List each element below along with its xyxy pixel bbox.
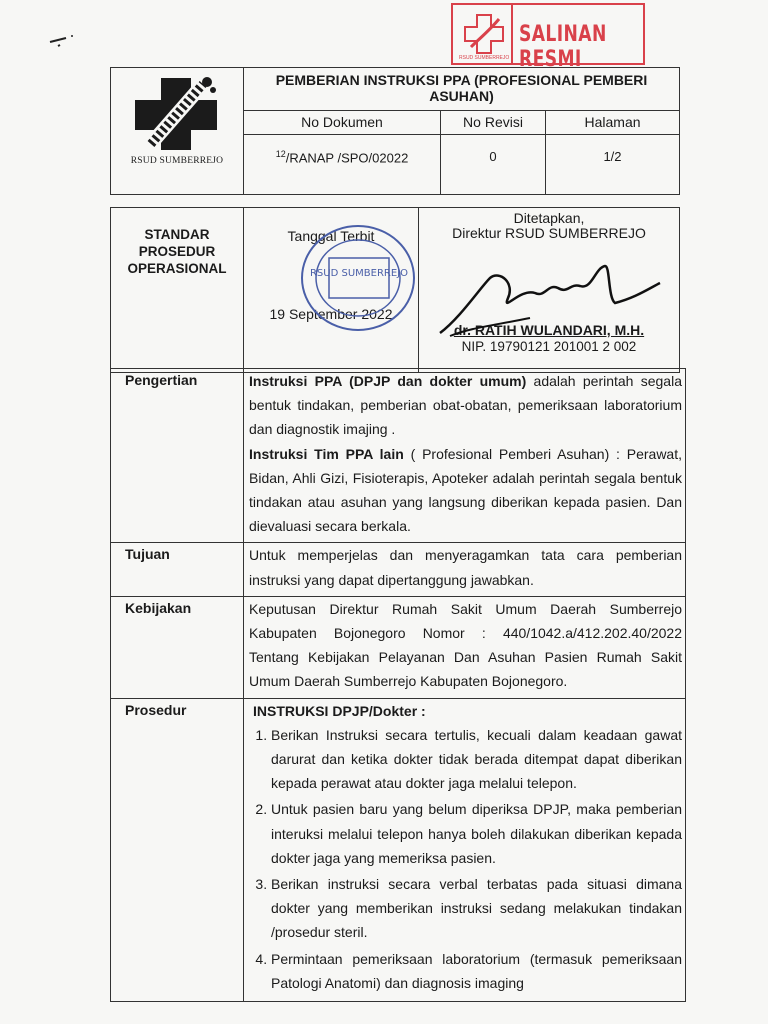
prosedur-item: 4. Permintaan pemeriksaan laboratorium (termasuk pemeriksaan Patologi Anatomi) dan diagnosis imaging <box>271 947 682 995</box>
section-prosedur <box>244 698 686 1001</box>
pen-mark-icon <box>48 30 78 50</box>
logo-cell <box>111 68 244 195</box>
revision-label: No Revisi <box>441 111 546 135</box>
doc-number-prefix: 12 <box>275 149 286 159</box>
stamp-seal-caption: RSUD SUMBERREJO <box>459 55 510 61</box>
official-copy-stamp <box>451 3 645 72</box>
prosedur-item: 3. Berikan instruksi secara verbal terbatas pada situasi dimana dokter yang memberikan instruksi sedang melakukan tindakan /prosedur steril. <box>271 872 682 945</box>
seal-inner-text: RSUD SUMBERREJO <box>309 268 409 279</box>
doc-number-label: No Dokumen <box>244 111 441 135</box>
government-seal-icon <box>293 218 423 338</box>
stamp-text: SALINAN RESMI <box>519 22 607 72</box>
revision-value: 0 <box>441 135 546 195</box>
sop-label-line1: STANDAR <box>144 227 210 242</box>
pengertian-p2-text: ( Profesional Pemberi Asuhan) : Perawat, Bidan, Ahli Gizi, Fisioterapis, Apoteker adalah perintah segala bentuk tindakan atau asuhan yang langsung diberikan kepada pasien. Dan dievaluasi secara berkala. <box>249 445 682 535</box>
set-by-label: Ditetapkan, <box>513 210 585 226</box>
section-label-tujuan: Tujuan <box>111 543 244 596</box>
section-kebijakan: Keputusan Direktur Rumah Sakit Umum Daerah Sumberrejo Kabupaten Bojonegoro Nomor : 440/1042.a/412.202.40/2022 Tentang Kebijakan Pelayanan Dan Asuhan Pasien Rumah Sakit Umum Daerah Sumberrejo Kabupaten Bojonegoro. <box>244 596 686 698</box>
hospital-seal-icon <box>459 11 509 57</box>
pengertian-p1-bold: Instruksi PPA (DPJP dan dokter umum) <box>249 373 527 389</box>
section-pengertian <box>244 369 686 543</box>
prosedur-item: 2. Untuk pasien baru yang belum diperiksa DPJP, maka pemberian interuksi melalui telepon hanya boleh dilakukan diberikan kepada dokter jaga yang memeriksa pasien. <box>271 797 682 870</box>
doc-number-text: /RANAP /SPO/02022 <box>285 150 409 166</box>
pengertian-p1-text: adalah perintah segala bentuk tindakan, pemberian obat-obatan, pemeriksaan laboratorium dan diagnostik imajing . <box>249 373 682 438</box>
page-value: 1/2 <box>546 135 680 195</box>
section-label-kebijakan: Kebijakan <box>111 596 244 698</box>
sop-label <box>111 208 244 373</box>
director-name: dr. RATIH WULANDARI, M.H. <box>453 322 645 338</box>
section-label-prosedur: Prosedur <box>111 698 244 1001</box>
section-label-pengertian: Pengertian <box>111 369 244 543</box>
prosedur-list <box>249 723 682 995</box>
prosedur-item: 1. Berikan Instruksi secara tertulis, kecuali dalam keadaan gawat darurat dan ketika dokter tidak berada ditempat dapat diberikan kepada perawat atau dokter jaga melalui telepon. <box>271 723 682 796</box>
prosedur-subtitle: INSTRUKSI DPJP/Dokter : <box>253 702 426 719</box>
director-nip: NIP. 19790121 201001 2 002 <box>461 339 637 354</box>
doc-number-value <box>244 135 441 195</box>
director-signature <box>420 258 670 348</box>
issue-date-label: Tanggal Terbit <box>287 228 375 244</box>
page-label: Halaman <box>546 111 680 135</box>
logo-caption: RSUD SUMBERREJO <box>130 156 224 166</box>
sop-label-line2: PROSEDUR <box>138 244 216 259</box>
issue-date: 19 September 2022 <box>269 306 393 322</box>
director-title: Direktur RSUD SUMBERREJO <box>452 225 646 241</box>
document-header <box>110 67 680 195</box>
document-title: PEMBERIAN INSTRUKSI PPA (PROFESIONAL PEMBERI ASUHAN) <box>244 68 680 111</box>
section-tujuan: Untuk memperjelas dan menyeragamkan tata cara pemberian instruksi yang dapat dipertanggung jawabkan. <box>244 543 686 596</box>
hospital-logo-icon <box>133 76 221 152</box>
sop-label-line3: OPERASIONAL <box>127 261 227 276</box>
sop-content <box>110 368 686 1002</box>
pengertian-p2-bold: Instruksi Tim PPA lain <box>249 445 404 462</box>
